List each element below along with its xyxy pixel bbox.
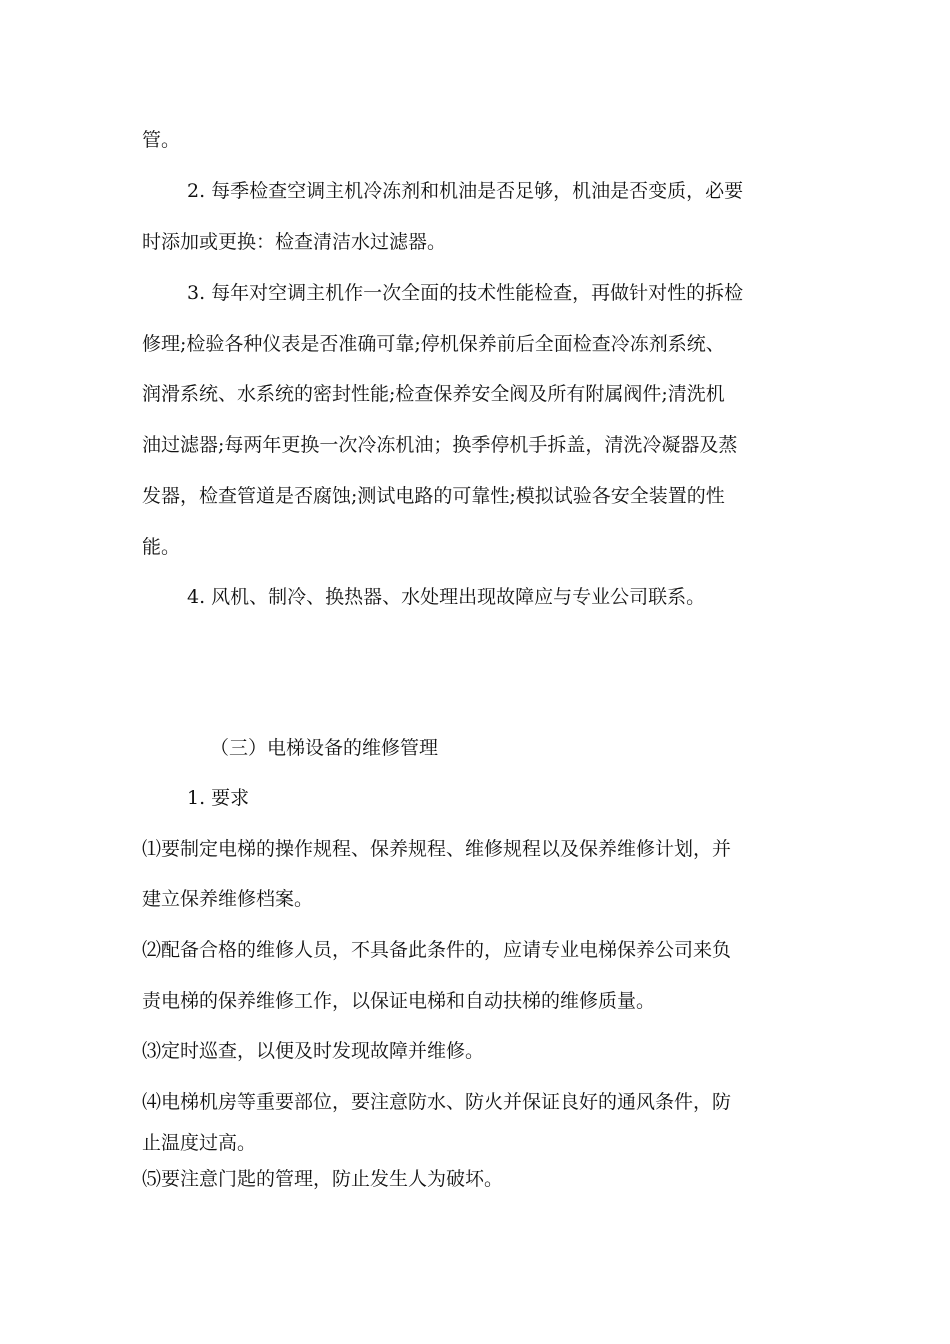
list-item-2-line: 时添加或更换：检查清洁水过滤器。	[142, 231, 447, 253]
subsection-heading: 1. 要求	[187, 787, 250, 809]
requirement-item-3-line: ⑶定时巡查，以便及时发现故障并维修。	[142, 1040, 485, 1062]
list-item-3-line: 润滑系统、水系统的密封性能;检查保养安全阀及所有附属阀件;清洗机	[142, 383, 725, 405]
list-item-2-line: 2. 每季检查空调主机冷冻剂和机油是否足够，机油是否变质，必要	[187, 180, 744, 202]
list-item-3-line: 3. 每年对空调主机作一次全面的技术性能检查，再做针对性的拆检	[187, 282, 744, 304]
requirement-item-2-line: 责电梯的保养维修工作，以保证电梯和自动扶梯的维修质量。	[142, 990, 656, 1012]
requirement-item-4-line: 止温度过高。	[142, 1132, 257, 1154]
list-item-3-line: 修理;检验各种仪表是否准确可靠;停机保养前后全面检查冷冻剂系统、	[142, 333, 725, 355]
list-item-3-line: 能。	[142, 536, 181, 558]
list-item-4-line: 4. 风机、制冷、换热器、水处理出现故障应与专业公司联系。	[187, 586, 706, 608]
requirement-item-1-line: 建立保养维修档案。	[142, 888, 314, 910]
text-line: 管。	[142, 129, 181, 151]
requirement-item-4-line: ⑷电梯机房等重要部位，要注意防水、防火并保证良好的通风条件，防	[142, 1091, 732, 1113]
list-item-3-line: 油过滤器;每两年更换一次冷冻机油；换季停机手拆盖，清洗冷凝器及蒸	[142, 434, 738, 456]
requirement-item-5-line: ⑸要注意门匙的管理，防止发生人为破坏。	[142, 1168, 504, 1190]
requirement-item-2-line: ⑵配备合格的维修人员，不具备此条件的，应请专业电梯保养公司来负	[142, 939, 732, 961]
section-heading: （三）电梯设备的维修管理	[210, 737, 439, 759]
requirement-item-1-line: ⑴要制定电梯的操作规程、保养规程、维修规程以及保养维修计划，并	[142, 838, 732, 860]
list-item-3-line: 发器，检查管道是否腐蚀;测试电路的可靠性;模拟试验各安全装置的性	[142, 485, 725, 507]
